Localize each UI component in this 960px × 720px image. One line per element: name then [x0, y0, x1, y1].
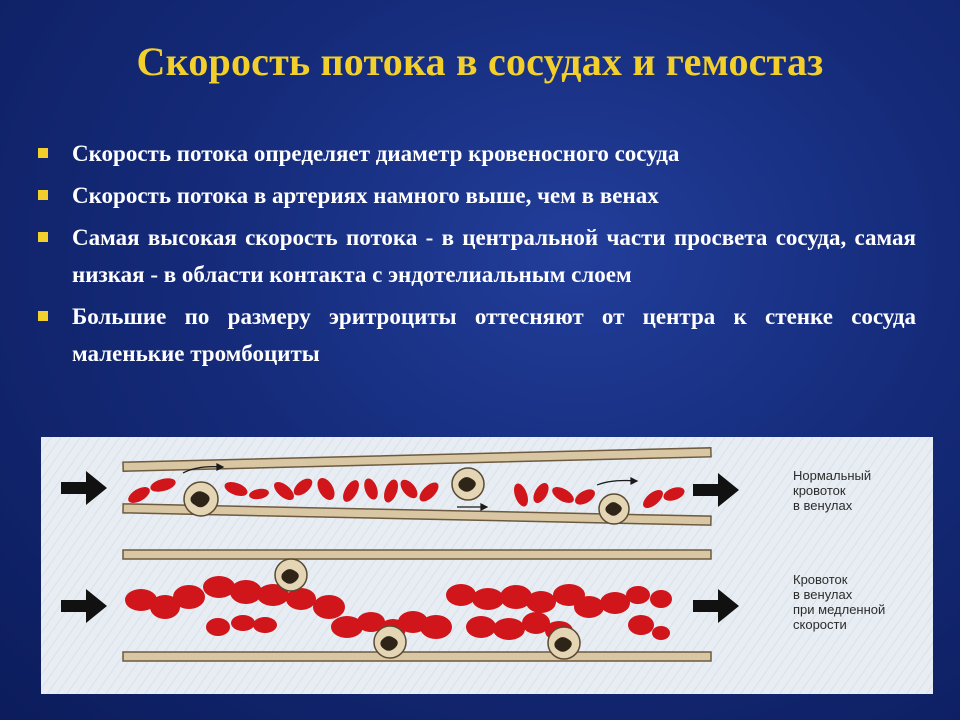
blood-flow-figure: [41, 437, 933, 694]
square-bullet-icon: [38, 190, 48, 200]
vessel-wall-top: [123, 550, 711, 559]
panel-2-label-line-1: Кровоток: [793, 572, 848, 587]
leukocyte-cell-icon: [275, 559, 307, 591]
square-bullet-icon: [38, 311, 48, 321]
bullet-item: [36, 177, 916, 214]
leukocyte-cell-icon: [599, 494, 629, 524]
panel-1-label-line-1: Нормальный: [793, 468, 872, 483]
blood-flow-diagram: [41, 437, 933, 694]
leukocyte-cell-icon: [548, 627, 580, 659]
panel-1-label-line-2: кровоток: [793, 483, 846, 498]
slide-title: Скорость потока в сосудах и гемостаз: [136, 39, 824, 84]
vessel-wall-bottom: [123, 652, 711, 661]
bullet-text: Самая высокая скорость потока - в центральной части просвета сосуда, самая низкая - в области контакта с эндотелиальным слоем: [72, 225, 916, 287]
bullet-text: Скорость потока определяет диаметр кровеносного сосуда: [72, 141, 680, 166]
panel-2-label-line-2: в венулах: [793, 587, 853, 602]
panel-1-label-line-3: в венулах: [793, 498, 853, 513]
leukocyte-cell-icon: [452, 468, 484, 500]
bullet-list: [36, 135, 916, 372]
leukocyte-cell-icon: [184, 482, 218, 516]
bullet-text: Большие по размеру эритроциты оттесняют от центра к стенке сосуда маленькие тромбоциты: [72, 304, 916, 366]
leukocyte-cell-icon: [374, 626, 406, 658]
panel-2-label-line-4: скорости: [793, 617, 847, 632]
bullet-item: [36, 298, 916, 372]
square-bullet-icon: [38, 232, 48, 242]
bullet-item: [36, 219, 916, 293]
bullet-text: Скорость потока в артериях намного выше, чем в венах: [72, 183, 659, 208]
panel-2-label-line-3: при медленной: [793, 602, 886, 617]
bullet-item: [36, 135, 916, 172]
square-bullet-icon: [38, 148, 48, 158]
